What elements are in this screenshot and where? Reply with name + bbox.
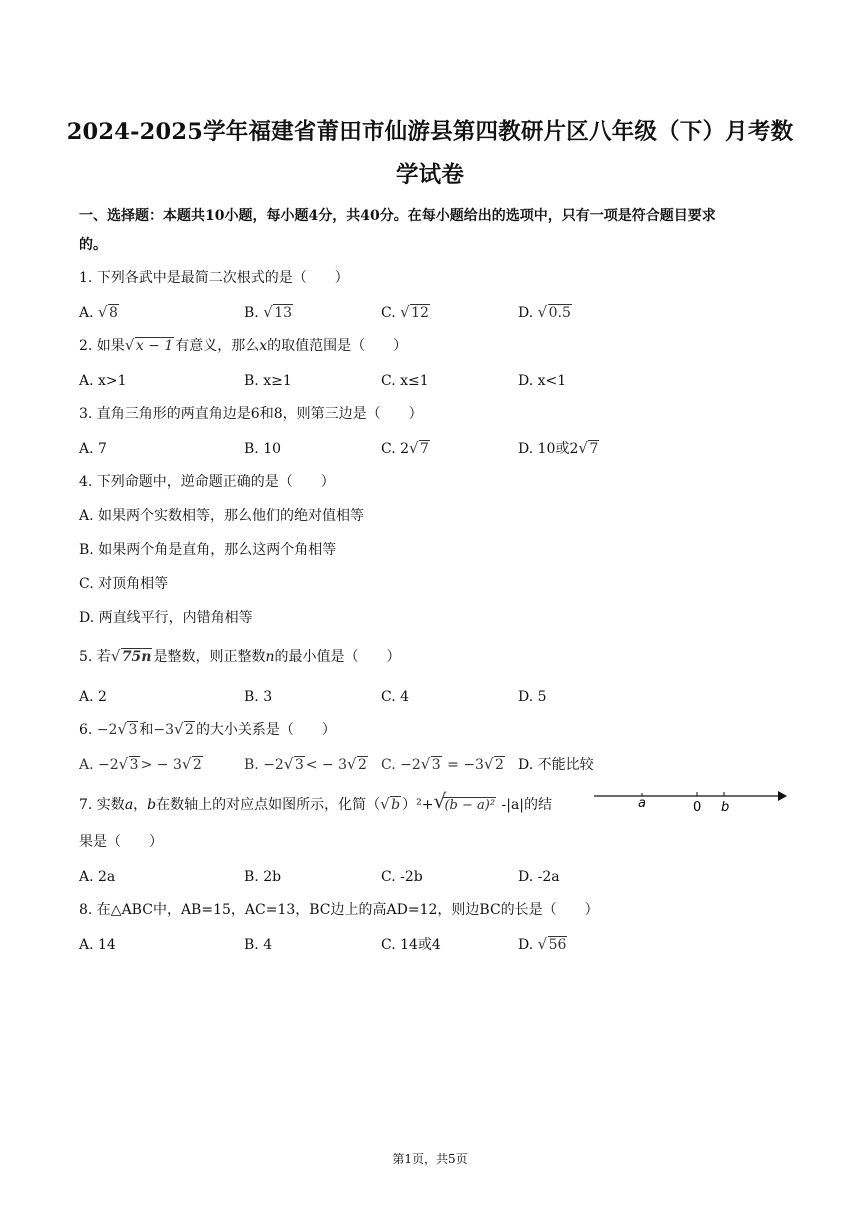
- q5-option-d: D. 5: [518, 689, 547, 705]
- section-instructions-line2: 的。: [79, 237, 107, 253]
- q8-option-b: B. 4: [244, 937, 273, 953]
- q1-option-b: B. √ 13: [244, 303, 293, 321]
- q7-stem-line2: 果是（ ）: [79, 834, 163, 850]
- q7-stem-line1: 7. 实数a，b在数轴上的对应点如图所示，化简（ √ b ）²+ √ (b − a)² -|a|的结: [79, 795, 552, 816]
- q2-option-b: B. x≥1: [244, 373, 292, 389]
- q7-option-b: B. 2b: [244, 869, 282, 885]
- arrow-right-icon: [778, 791, 787, 801]
- q5-option-b: B. 3: [244, 689, 273, 705]
- q1-stem: 1. 下列各武中是最简二次根式的是（ ）: [79, 270, 349, 286]
- q5-option-a: A. 2: [79, 689, 107, 705]
- exam-title-line2: 学试卷: [395, 162, 465, 188]
- exam-title-line1: 2024-2025学年福建省莆田市仙游县第四教研片区八年级（下）月考数: [66, 119, 794, 145]
- q2-option-c: C. x≤1: [381, 373, 429, 389]
- q1-option-d: D. √ 0.5: [518, 303, 571, 321]
- q8-option-a: A. 14: [79, 937, 116, 953]
- q3-stem: 3. 直角三角形的两直角边是6和8，则第三边是（ ）: [79, 406, 423, 422]
- q3-option-b: B. 10: [244, 441, 282, 457]
- sqrt-symbol: √ 12: [400, 303, 429, 321]
- sqrt-symbol: √ 3: [283, 755, 304, 773]
- sqrt-symbol: √ x − 1: [124, 336, 174, 354]
- q5-stem: 5. 若 √ 75n 是整数，则正整数n的最小值是（ ）: [79, 647, 401, 665]
- q1-option-c: C. √ 12: [381, 303, 429, 321]
- sqrt-symbol: √ 0.5: [537, 303, 571, 321]
- q4-stem: 4. 下列命题中，逆命题正确的是（ ）: [79, 474, 335, 490]
- q7-option-d: D. -2a: [518, 869, 560, 885]
- section-instructions-line1: 一、选择题：本题共10小题，每小题4分，共40分。在每小题给出的选项中，只有一项是符合题目要求: [79, 208, 716, 224]
- q7-option-c: C. -2b: [381, 869, 423, 885]
- q4-option-c: C. 对顶角相等: [79, 576, 169, 592]
- q5-option-c: C. 4: [381, 689, 410, 705]
- page-footer: 第1页，共5页: [392, 1152, 468, 1166]
- q1-option-a: A. √ 8: [79, 303, 118, 321]
- label-b: b: [721, 800, 730, 815]
- sqrt-symbol: √ 56: [537, 935, 567, 953]
- q2-stem: 2. 如果 √ x − 1 有意义，那么x的取值范围是（ ）: [79, 336, 408, 354]
- sqrt-symbol: √ 3: [117, 720, 138, 738]
- q6-option-a: A. −2 √ 3 > − 3 √ 2: [79, 755, 202, 773]
- q3-option-d: D. 10或2 √ 7: [518, 439, 599, 457]
- sqrt-symbol: √ 2: [483, 755, 504, 773]
- q8-option-c: C. 14或4: [381, 937, 441, 953]
- sqrt-symbol: √ 3: [118, 755, 139, 773]
- sqrt-symbol: √ b: [380, 795, 401, 813]
- q6-option-d: D. 不能比较: [518, 757, 594, 773]
- q2-option-a: A. x>1: [79, 373, 127, 389]
- q4-option-a: A. 如果两个实数相等，那么他们的绝对值相等: [79, 508, 365, 524]
- q8-option-d: D. √ 56: [518, 935, 567, 953]
- q6-option-c: C. −2 √ 3 = −3 √ 2: [381, 755, 504, 773]
- sqrt-symbol: √ 2: [347, 755, 367, 773]
- sqrt-symbol: √ 7: [409, 439, 429, 457]
- q8-stem: 8. 在△ABC中，AB=15，AC=13，BC边上的高AD=12，则边BC的长是（ ）: [79, 902, 599, 918]
- q6-option-b: B. −2 √ 3 < − 3 √ 2: [244, 755, 367, 773]
- sqrt-symbol: √ (b − a)²: [433, 789, 496, 813]
- sqrt-symbol: √ 2: [181, 755, 202, 773]
- q7-option-a: A. 2a: [79, 869, 116, 885]
- sqrt-symbol: √ 75n: [110, 647, 152, 665]
- q3-option-c: C. 2 √ 7: [381, 439, 429, 457]
- label-0: 0: [693, 800, 702, 815]
- q4-option-d: D. 两直线平行，内错角相等: [79, 610, 253, 626]
- sqrt-symbol: √ 7: [578, 439, 599, 457]
- q3-option-a: A. 7: [79, 441, 107, 457]
- q6-stem: 6. −2 √ 3 和−3 √ 2 的大小关系是（ ）: [79, 720, 336, 738]
- q4-option-b: B. 如果两个角是直角，那么这两个角相等: [79, 542, 337, 558]
- q2-option-d: D. x<1: [518, 373, 567, 389]
- label-a: a: [638, 796, 646, 811]
- sqrt-symbol: √ 2: [174, 720, 194, 738]
- sqrt-symbol: √ 13: [263, 303, 293, 321]
- number-line-figure: [590, 784, 790, 818]
- sqrt-symbol: √ 8: [98, 303, 118, 321]
- sqrt-symbol: √ 3: [420, 755, 441, 773]
